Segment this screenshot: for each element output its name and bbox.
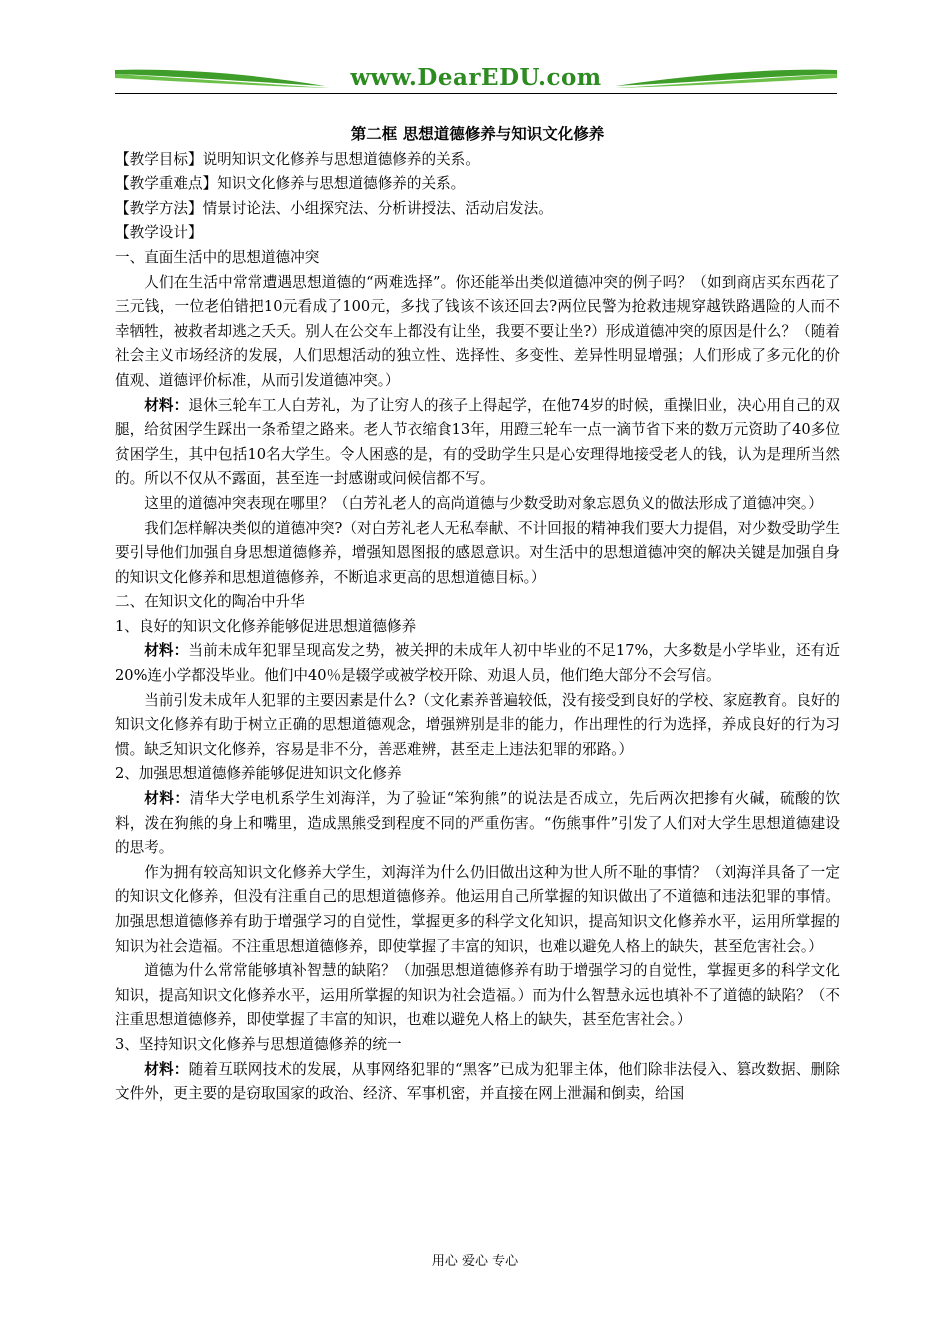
document-body xyxy=(115,122,840,1107)
material-label: 材料： xyxy=(144,790,190,808)
section-1-paragraph-2: 这里的道德冲突表现在哪里？（白芳礼老人的高尚道德与少数受助对象忘恩负义的做法形成了道德冲突。） xyxy=(144,494,823,512)
subsection-2-1-material xyxy=(115,639,840,688)
page-title: 第二框 思想道德修养与知识文化修养 xyxy=(350,124,605,143)
teaching-key-points: 【教学重难点】知识文化修养与思想道德修养的关系。 xyxy=(115,175,466,193)
site-header xyxy=(115,60,837,96)
material-text: 当前未成年犯罪呈现高发之势，被关押的未成年人初中毕业的不足17%，大多数是小学毕业，还有近20%连小学都没毕业。他们中40％是辍学或被学校开除、劝退人员，他们绝大部分不会写信。 xyxy=(115,642,840,685)
site-logo[interactable]: www.DearEDU.com xyxy=(350,64,602,91)
subsection-2-2-paragraph-1: 作为拥有较高知识文化修养大学生，刘海洋为什么仍旧做出这种为世人所不耻的事情？（刘海洋具备了一定的知识文化修养，但没有注重自己的思想道德修养。他运用自己所掌握的知识做出了不道德和违法犯罪的事情。加强思想道德修养有助于增强学习的自觉性，掌握更多的科学文化知识，提高知识文化修养水平，运用所掌握的知识为社会造福。不注重思想道德修养，即使掌握了丰富的知识，也难以避免人格上的缺失，甚至危害社会。） xyxy=(115,863,840,955)
page-footer: 用心 爱心 专心 xyxy=(431,1254,519,1269)
subsection-2-2-paragraph-2: 道德为什么常常能够填补智慧的缺陷？（加强思想道德修养有助于增强学习的自觉性，掌握更多的科学文化知识，提高知识文化修养水平，运用所掌握的知识为社会造福。）而为什么智慧永远也填补不了道德的缺陷？（不注重思想道德修养，即使掌握了丰富的知识，也难以避免人格上的缺失，甚至危害社会。） xyxy=(115,962,840,1029)
section-1-paragraph-1: 人们在生活中常常遭遇思想道德的“两难选择”。你还能举出类似道德冲突的例子吗？（如到商店买东西花了三元钱，一位老伯错把10元看成了100元，多找了钱该不该还回去?两位民警为抢救违规穿越铁路遇险的人而不幸牺牲，被救者却逃之夭夭。别人在公交车上都没有让坐，我要不要让坐?）形成道德冲突的原因是什么？（随着社会主义市场经济的发展，人们思想活动的独立性、选择性、多变性、差异性明显增强；人们形成了多元化的价值观、道德评价标准，从而引发道德冲突。） xyxy=(115,273,840,389)
subsection-2-1-heading: 1、良好的知识文化修养能够促进思想道德修养 xyxy=(115,617,417,635)
subsection-2-3-heading: 3、坚持知识文化修养与思想道德修养的统一 xyxy=(115,1035,402,1053)
subsection-2-3-material xyxy=(115,1058,840,1107)
teaching-goal: 【教学目标】说明知识文化修养与思想道德修养的关系。 xyxy=(115,150,480,168)
section-1-heading: 一、直面生活中的思想道德冲突 xyxy=(115,248,320,266)
material-text: 退休三轮车工人白芳礼，为了让穷人的孩子上得起学，在他74岁的时候，重操旧业，决心用自己的双腿，给贫困学生踩出一条希望之路来。老人节衣缩食13年，用蹬三轮车一点一滴节省下来的数万元资助了40多位贫困学生，其中包括10名大学生。令人困惑的是，有的受助学生只是心安理得地接受老人的钱，认为是理所当然的。所以不仅从不露面，甚至连一封感谢或问候信都不写。 xyxy=(115,396,840,488)
teaching-method: 【教学方法】情景讨论法、小组探究法、分析讲授法、活动启发法。 xyxy=(115,199,553,217)
subsection-2-1-paragraph: 当前引发未成年人犯罪的主要因素是什么?（文化素养普遍较低，没有接受到良好的学校、家庭教育。良好的知识文化修养有助于树立正确的思想道德观念，增强辨别是非的能力，作出理性的行为选择，养成良好的行为习惯。缺乏知识文化修养，容易是非不分，善恶难辨，甚至走上违法犯罪的邪路。） xyxy=(115,691,840,758)
header-divider xyxy=(115,93,837,94)
teaching-design: 【教学设计】 xyxy=(115,224,203,242)
material-text: 清华大学电机系学生刘海洋，为了验证“笨狗熊”的说法是否成立，先后两次把掺有火碱，硫酸的饮料，泼在狗熊的身上和嘴里，造成黑熊受到程度不同的严重伤害。“伤熊事件”引发了人们对大学生思想道德建设的思考。 xyxy=(115,790,840,857)
subsection-2-2-heading: 2、加强思想道德修养能够促进知识文化修养 xyxy=(115,765,402,783)
section-2-heading: 二、在知识文化的陶冶中升华 xyxy=(115,593,305,611)
material-text: 随着互联网技术的发展，从事网络犯罪的“黑客”已成为犯罪主体，他们除非法侵入、篡改数据、删除文件外，更主要的是窃取国家的政治、经济、军事机密，并直接在网上泄漏和倒卖，给国 xyxy=(115,1060,840,1103)
material-label: 材料： xyxy=(144,396,189,414)
section-1-material xyxy=(115,394,840,492)
material-label: 材料： xyxy=(144,1060,189,1078)
material-label: 材料： xyxy=(144,642,189,660)
section-1-paragraph-3: 我们怎样解决类似的道德冲突?（对白芳礼老人无私奉献、不计回报的精神我们要大力提倡，对少数受助学生要引导他们加强自身思想道德修养，增强知恩图报的感恩意识。对生活中的思想道德冲突的解决关键是加强自身的知识文化修养和思想道德修养，不断追求更高的思想道德目标。） xyxy=(115,519,840,586)
subsection-2-2-material xyxy=(115,787,840,861)
